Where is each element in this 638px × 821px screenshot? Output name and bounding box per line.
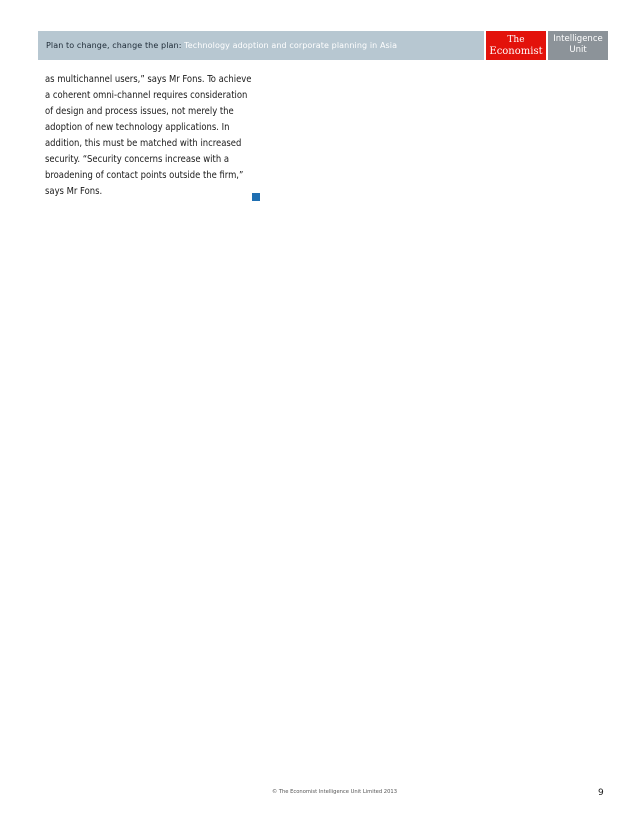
header-title-subject: Technology adoption and corporate planning in Asia xyxy=(184,41,398,50)
footer-copyright: © The Economist Intelligence Unit Limited 2013 xyxy=(272,789,398,795)
intelligence-unit-logo-line2: Unit xyxy=(569,45,587,55)
header-title-prefix: Plan to change, change the plan: xyxy=(46,41,182,50)
body-line: of design and process issues, not merely the xyxy=(45,106,234,117)
article-end-square-icon xyxy=(252,193,260,201)
body-line: as multichannel users,” says Mr Fons. To achieve xyxy=(45,74,252,85)
intelligence-unit-logo xyxy=(548,31,608,60)
body-line: says Mr Fons. xyxy=(45,186,103,197)
economist-logo xyxy=(486,31,546,60)
economist-logo-line2: Economist xyxy=(489,46,543,57)
body-line: security. “Security concerns increase with a xyxy=(45,154,230,165)
body-line: adoption of new technology applications. In xyxy=(45,122,230,133)
body-line: broadening of contact points outside the firm,” xyxy=(45,170,244,181)
economist-logo-line1: The xyxy=(507,35,525,45)
body-paragraph xyxy=(45,72,270,200)
intelligence-unit-logo-line1: Intelligence xyxy=(553,34,603,44)
running-header xyxy=(38,31,484,60)
body-line: addition, this must be matched with increased xyxy=(45,138,242,149)
page-number: 9 xyxy=(598,788,604,798)
running-header-title xyxy=(46,41,397,50)
body-line: a coherent omni-channel requires consideration xyxy=(45,90,248,101)
